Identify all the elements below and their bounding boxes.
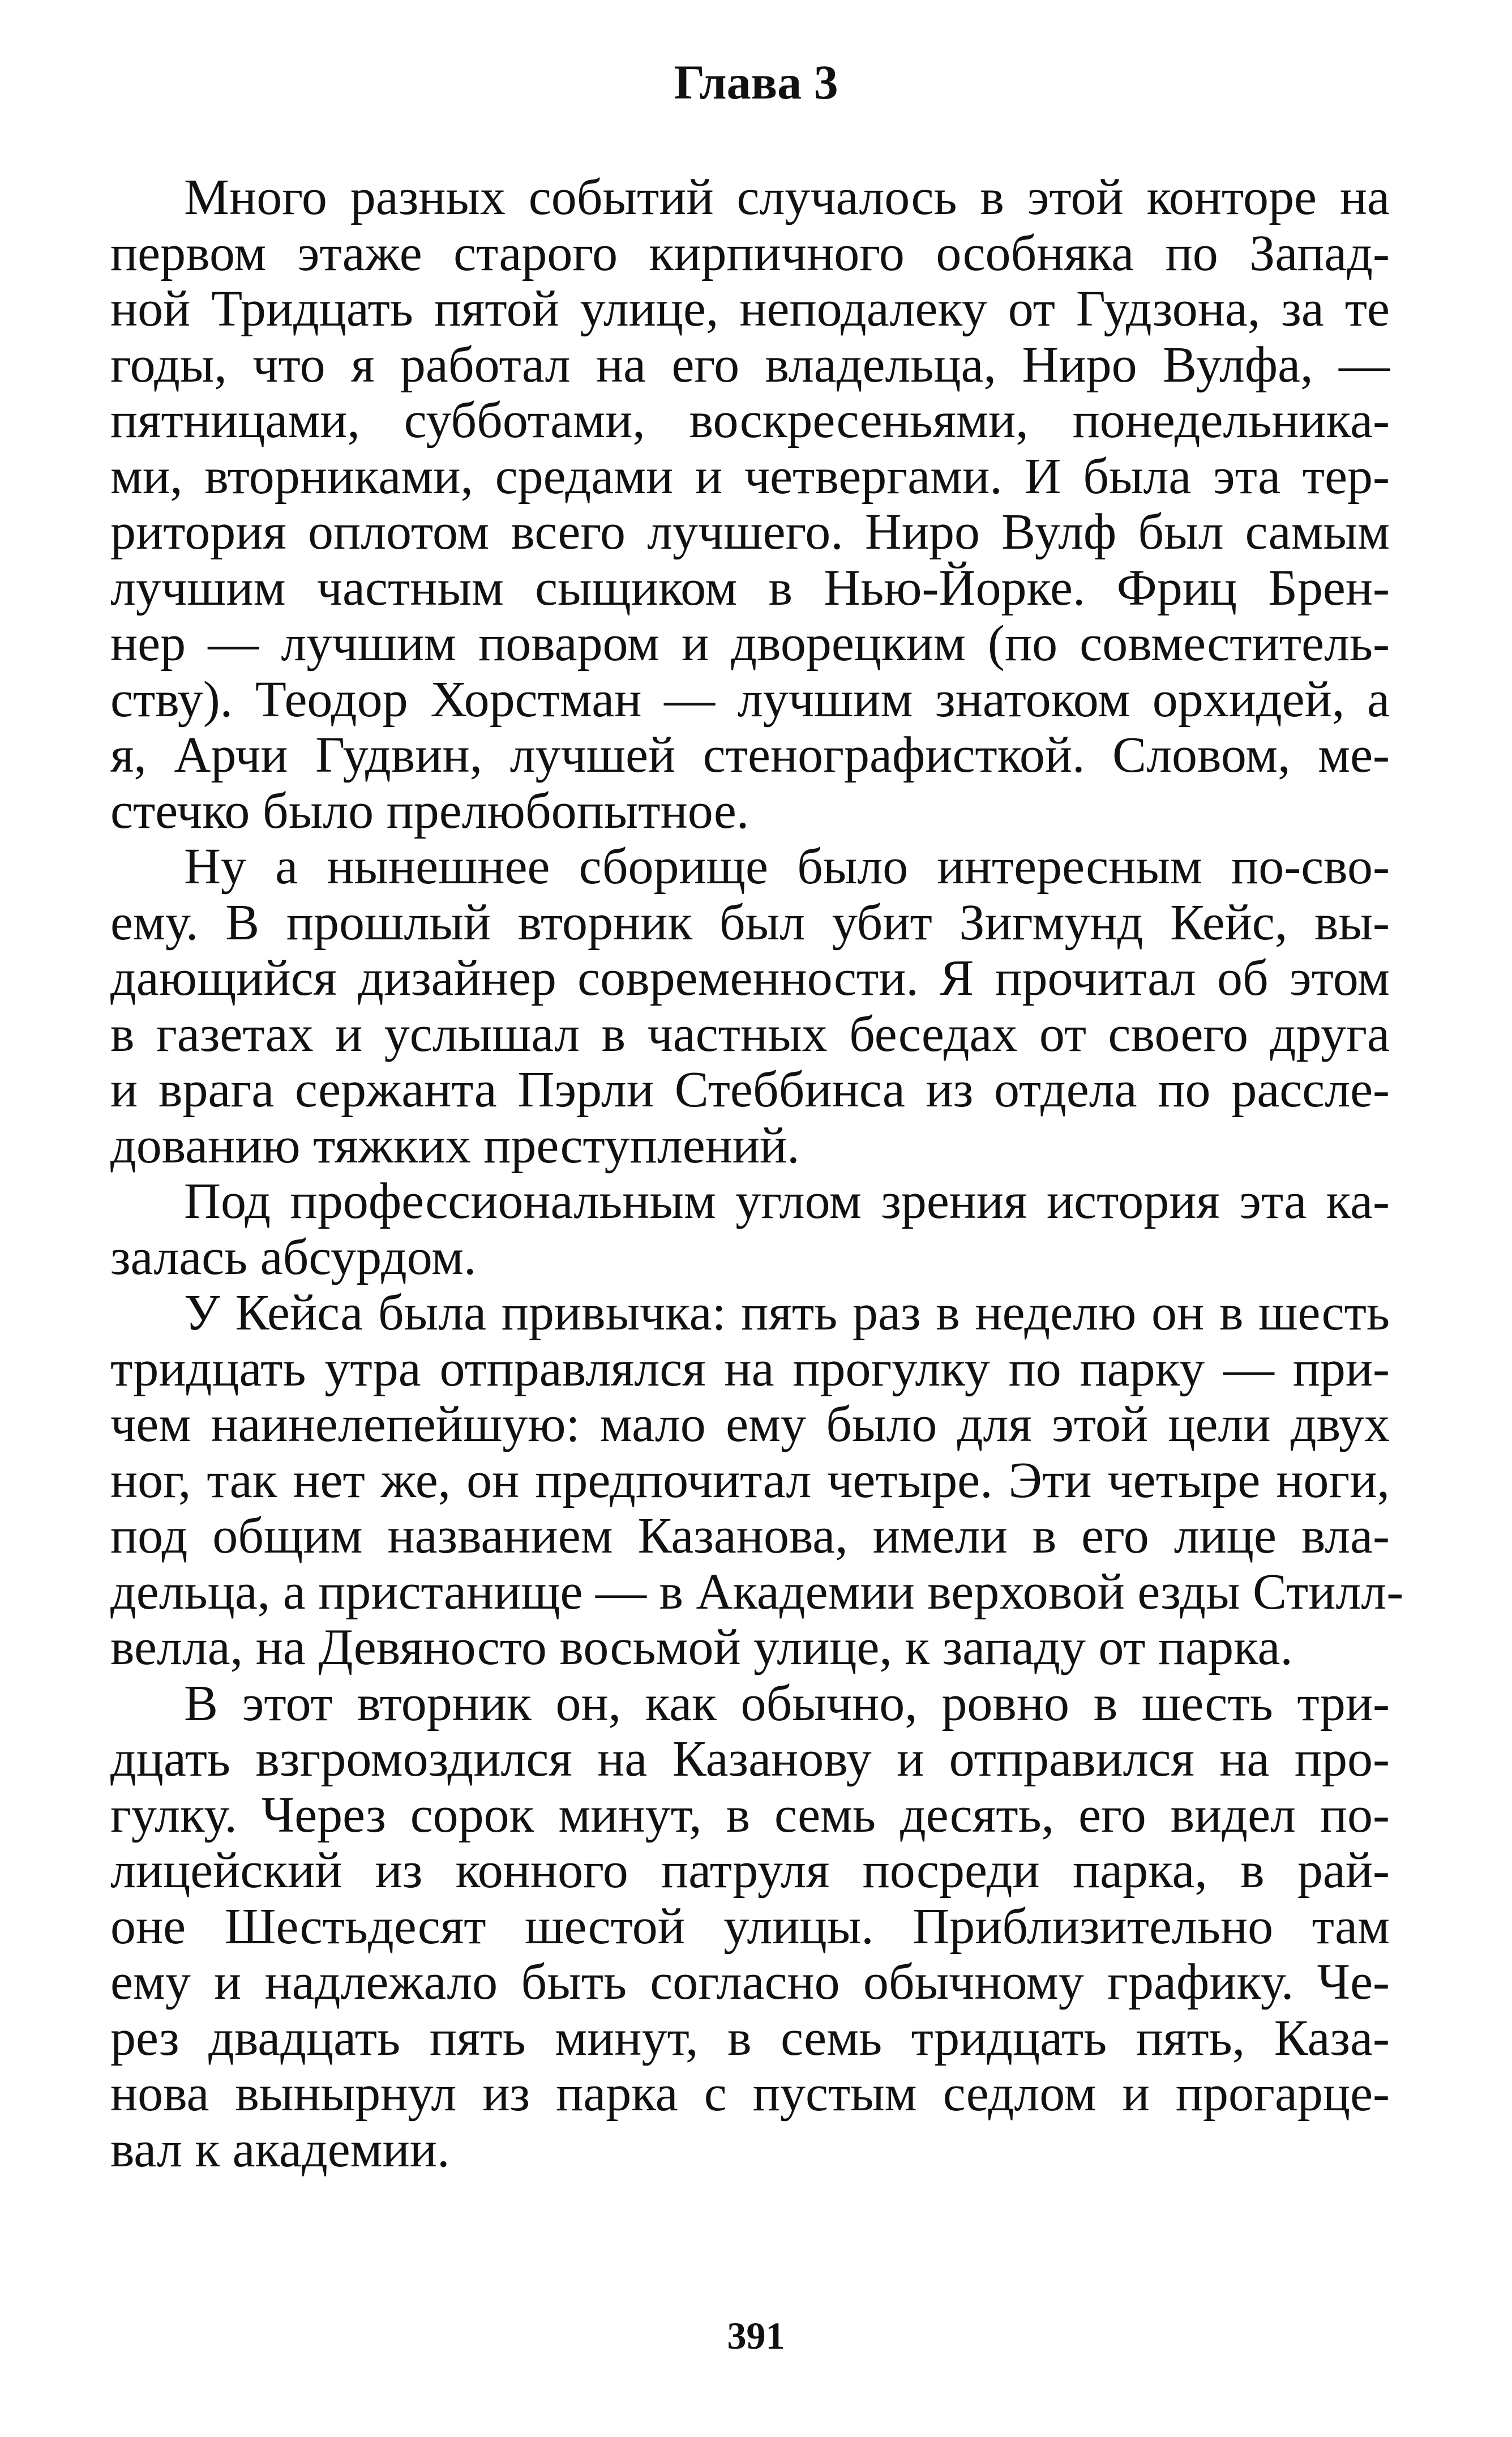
text-line: вал к академии. [110, 2121, 450, 2178]
text-line: рез двадцать пять минут, в семь тридцать пять, Каза- [110, 2010, 1390, 2066]
text-line: гулку. Через сорок минут, в семь десять, его видел по- [110, 1786, 1390, 1843]
text-line: ству). Теодор Хорстман — лучшим знатоком орхидей, а [110, 671, 1390, 728]
text-line: дельца, а пристанище — в Академии верховой езды Стилл- [110, 1563, 1404, 1620]
text-line: нер — лучшим поваром и дворецким (по совместитель- [110, 615, 1390, 672]
text-line: первом этаже старого кирпичного особняка по Запад- [110, 225, 1390, 281]
paragraph [110, 1285, 1404, 1676]
text-line: залась абсурдом. [110, 1229, 477, 1285]
page-number: 391 [727, 2314, 785, 2357]
text-line: ми, вторниками, средами и четвергами. И была эта тер- [110, 448, 1390, 504]
text-line: нова вынырнул из парка с пустым седлом и прогарце- [110, 2066, 1390, 2122]
text-line: лицейский из конного патруля посреди парка, в рай- [110, 1842, 1390, 1899]
text-line: дающийся дизайнер современности. Я прочитал об этом [110, 950, 1390, 1006]
text-line: У Кейса была привычка: пять раз в неделю он в шесть [184, 1285, 1390, 1341]
text-line: чем наинелепейшую: мало ему было для этой цели двух [110, 1396, 1390, 1452]
text-line: ему. В прошлый вторник был убит Зигмунд Кейс, вы- [110, 894, 1390, 951]
text-line: велла, на Девяносто восьмой улице, к западу от парка. [110, 1619, 1293, 1675]
chapter-body-text [110, 169, 1404, 2178]
text-line: Под профессиональным углом зрения история эта ка- [184, 1173, 1390, 1229]
text-line: под общим названием Казанова, имели в его лице вла- [110, 1508, 1390, 1564]
paragraph [110, 839, 1390, 1174]
text-line: пятницами, субботами, воскресеньями, понедельника- [110, 392, 1390, 448]
text-line: ритория оплотом всего лучшего. Ниро Вулф был самым [110, 504, 1390, 560]
chapter-title: Глава 3 [674, 55, 838, 109]
paragraph [110, 1174, 1390, 1285]
text-line: дцать взгромоздился на Казанову и отправился на про- [110, 1731, 1390, 1787]
text-line: дованию тяжких преступлений. [110, 1117, 800, 1174]
text-line: Ну а нынешнее сборище было интересным по-сво- [184, 839, 1390, 895]
text-line: в газетах и услышал в частных беседах от своего друга [110, 1006, 1390, 1062]
text-line: тридцать утра отправлялся на прогулку по парку — при- [110, 1340, 1390, 1397]
text-line: лучшим частным сыщиком в Нью-Йорке. Фриц Брен- [110, 559, 1390, 616]
text-line: Много разных событий случалось в этой конторе на [184, 169, 1390, 225]
text-line: ног, так нет же, он предпочитал четыре. Эти четыре ноги, [110, 1452, 1390, 1508]
text-line: я, Арчи Гудвин, лучшей стенографисткой. Словом, ме- [110, 727, 1390, 783]
paragraph [110, 170, 1390, 839]
text-line: ему и надлежало быть согласно обычному графику. Че- [110, 1954, 1390, 2010]
text-line: и врага сержанта Пэрли Стеббинса из отдела по рассле- [110, 1062, 1390, 1118]
paragraph [110, 1676, 1390, 2178]
text-line: оне Шестьдесят шестой улицы. Приблизительно там [110, 1898, 1390, 1955]
text-line: стечко было прелюбопытное. [110, 783, 749, 839]
text-line: ной Тридцать пятой улице, неподалеку от Гудзона, за те [110, 281, 1390, 337]
text-line: В этот вторник он, как обычно, ровно в шесть три- [184, 1675, 1390, 1731]
text-line: годы, что я работал на его владельца, Ниро Вулфа, — [110, 336, 1390, 393]
